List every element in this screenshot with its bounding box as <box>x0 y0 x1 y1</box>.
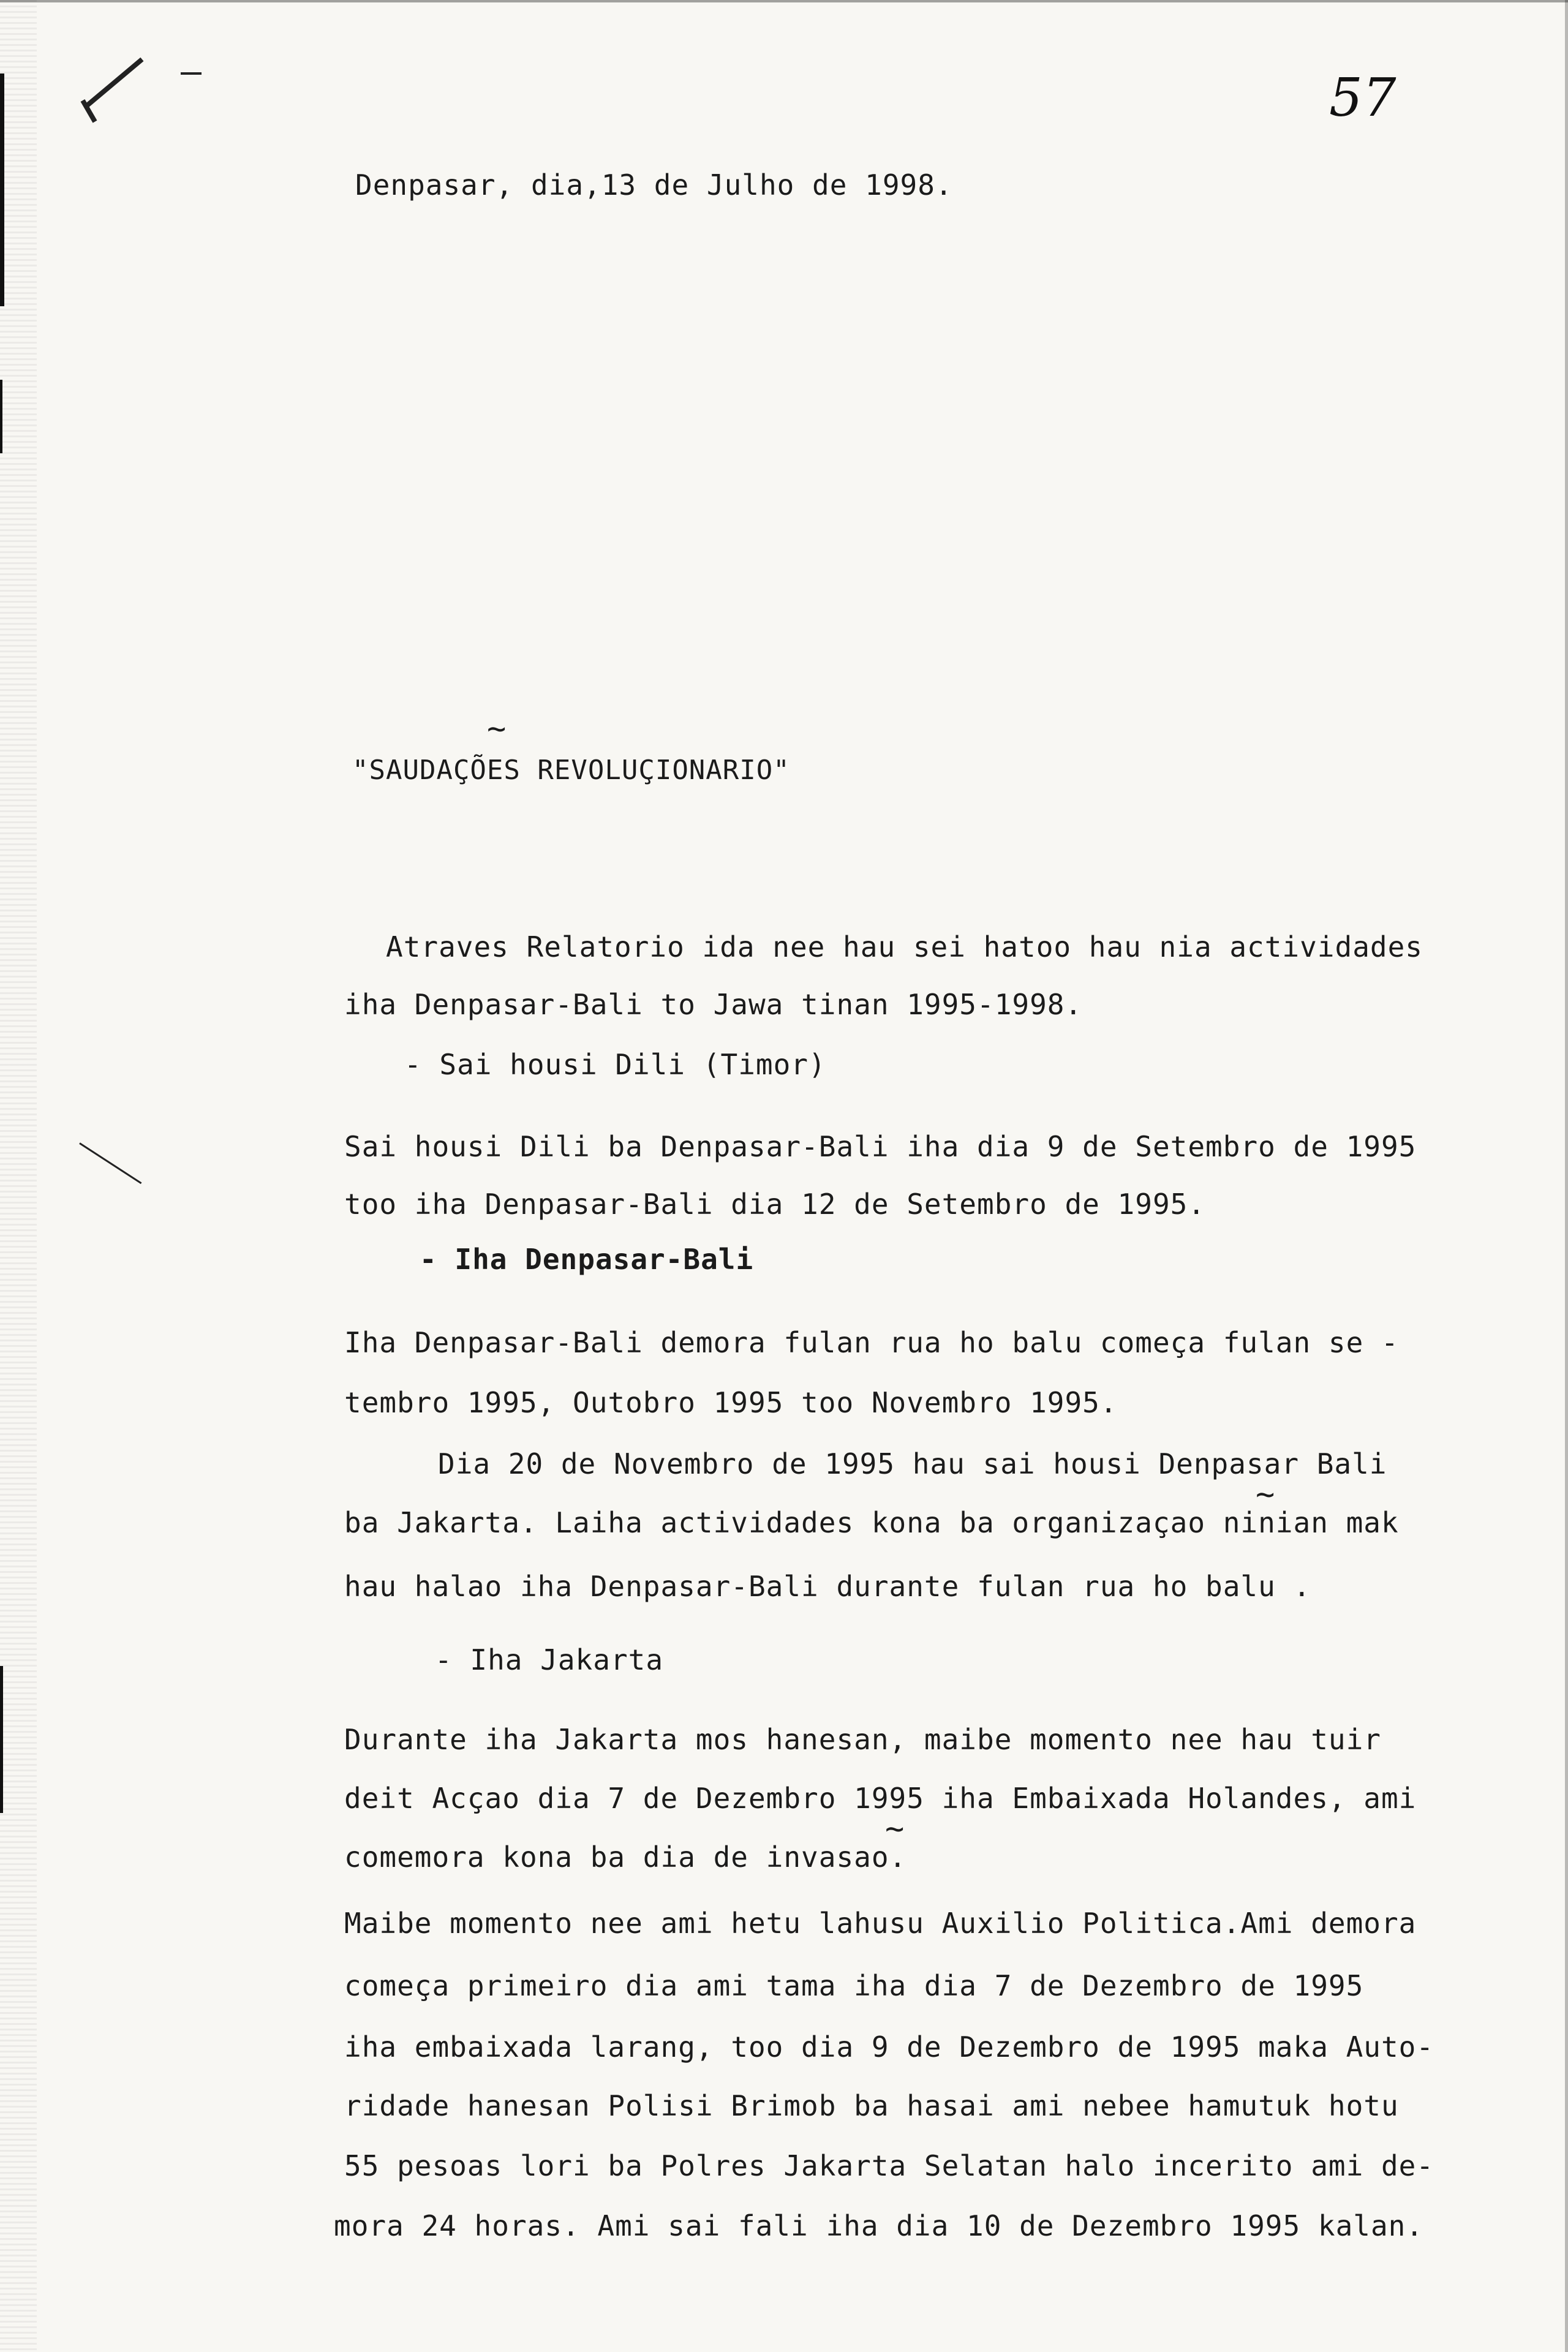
body-line: Maibe momento nee ami hetu lahusu Auxilio Politica.Ami demora <box>344 1907 1417 1940</box>
body-line: Sai housi Dili ba Denpasar-Bali iha dia 9 de Setembro de 1995 <box>344 1130 1417 1163</box>
scan-left-edge-noise <box>0 0 37 2352</box>
tilde-accent-mark: ~ <box>885 1811 905 1847</box>
body-line: ridade hanesan Polisi Brimob ba hasai ami nebee hamutuk hotu <box>344 2089 1399 2122</box>
body-line: iha embaixada larang, too dia 9 de Dezembro de 1995 maka Auto- <box>344 2030 1434 2064</box>
body-line: Dia 20 de Novembro de 1995 hau sai housi Denpasar Bali <box>438 1447 1387 1480</box>
handwritten-dash <box>181 72 202 75</box>
scan-left-bar <box>0 380 2 453</box>
body-line: comemora kona ba dia de invasao. <box>344 1841 907 1874</box>
body-line: Durante iha Jakarta mos hanesan, maibe momento nee hau tuir <box>344 1723 1381 1756</box>
scan-top-edge <box>0 0 1568 2</box>
body-line: deit Acçao dia 7 de Dezembro 1995 iha Embaixada Holandes, ami <box>344 1782 1417 1815</box>
body-line: hau halao iha Denpasar-Bali durante fulan rua ho balu . <box>344 1570 1311 1603</box>
handwritten-page-number: 57 <box>1329 67 1396 129</box>
document-title: "SAUDAÇÕES REVOLUÇIONARIO" <box>352 755 790 786</box>
scan-left-bar <box>0 74 4 306</box>
handwritten-checkmark <box>84 58 143 108</box>
tilde-accent-mark: ~ <box>1256 1476 1275 1513</box>
scan-left-bar <box>0 1666 3 1813</box>
body-line: começa primeiro dia ami tama iha dia 7 de Dezembro de 1995 <box>344 1969 1364 2002</box>
body-line: tembro 1995, Outobro 1995 too Novembro 1995. <box>344 1386 1118 1419</box>
body-line: mora 24 horas. Ami sai fali iha dia 10 de Dezembro 1995 kalan. <box>334 2209 1424 2242</box>
place-date-line: Denpasar, dia,13 de Julho de 1998. <box>355 168 953 202</box>
stray-pen-mark <box>79 1142 141 1184</box>
body-line: Atraves Relatorio ida nee hau sei hatoo hau nia actividades <box>386 930 1423 963</box>
body-line: 55 pesoas lori ba Polres Jakarta Selatan halo incerito ami de- <box>344 2149 1434 2182</box>
section-heading: - Iha Denpasar-Bali <box>420 1243 754 1276</box>
body-line: iha Denpasar-Bali to Jawa tinan 1995-1998. <box>344 988 1083 1021</box>
body-line: Iha Denpasar-Bali demora fulan rua ho balu começa fulan se - <box>344 1326 1399 1359</box>
body-line: ba Jakarta. Laiha actividades kona ba organizaçao ninian mak <box>344 1506 1399 1539</box>
body-line: too iha Denpasar-Bali dia 12 de Setembro de 1995. <box>344 1188 1206 1221</box>
tilde-accent-mark: ~ <box>487 710 507 747</box>
section-heading: - Iha Jakarta <box>435 1643 664 1676</box>
scan-right-edge <box>1565 0 1568 2352</box>
section-heading: - Sai housi Dili (Timor) <box>404 1048 826 1081</box>
